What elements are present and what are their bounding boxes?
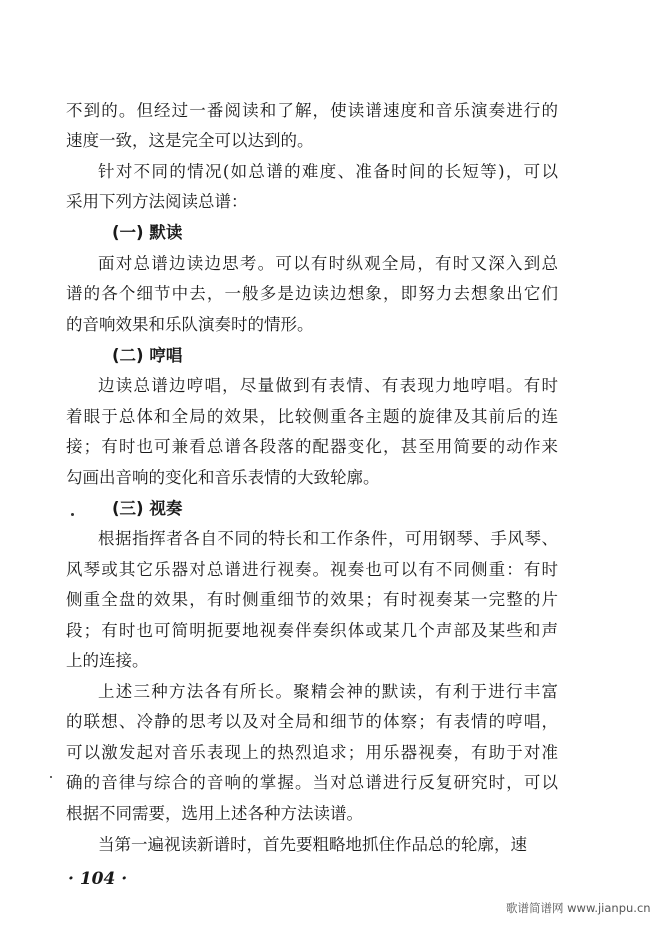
text-line: 当第一遍视读新谱时，首先要粗略地抓住作品总的轮廓，速 [98,835,527,854]
text-line: 不到的。但经过一番阅读和了解，使读谱速度和音乐演奏进行的 [66,101,558,120]
text-line: 边读总谱边哼唱，尽量做到有表情、有表现力地哼唱。有时 [98,376,558,395]
text-line: 可以激发起对音乐表现上的热烈追求；用乐器视奏，有助于对准 [66,743,558,762]
text-line: 着眼于总体和全局的效果，比较侧重各主题的旋律及其前后的连 [66,407,558,426]
page-number: · 104 · [68,869,128,889]
text-line: 风琴或其它乐器对总谱进行视奏。视奏也可以有不同侧重：有时 [66,560,558,579]
text-line: 确的音律与综合的音响的掌握。当对总谱进行反复研究时，可以 [66,773,558,792]
text-line: 段；有时也可简明扼要地视奏伴奏织体或某几个声部及某些和声 [66,621,558,640]
text-line: 采用下列方法阅读总谱： [66,192,248,211]
text-line: 的音响效果和乐队演奏时的情形。 [66,315,314,334]
text-line: 速度一致，这是完全可以达到的。 [66,131,314,150]
print-speck [71,513,74,516]
print-speck [50,776,52,778]
text-line: 的联想、冷静的思考以及对全局和细节的体察；有表情的哼唱， [66,712,558,731]
site-watermark: 歌谱简谱网 www.jianpu.cn [506,901,651,915]
text-line: 根据指挥者各自不同的特长和工作条件，可用钢琴、手风琴、 [98,529,558,548]
text-line: 谱的各个细节中去，一般多是边读边想象，即努力去想象出它们 [66,284,558,303]
text-line: 上的连接。 [66,651,149,670]
section-heading-sight-playing: (三) 视奏 [112,499,183,518]
text-line: 侧重全盘的效果，有时侧重细节的效果；有时视奏某一完整的片 [66,590,558,609]
section-heading-silent-reading: (一) 默读 [112,223,183,242]
text-line: 根据不同需要，选用上述各种方法读谱。 [66,804,363,823]
text-line: 接；有时也可兼看总谱各段落的配器变化，甚至用简要的动作来 [66,437,558,456]
text-line: 针对不同的情况(如总谱的难度、准备时间的长短等)，可以 [98,162,558,181]
text-line: 面对总谱边读边思考。可以有时纵观全局，有时又深入到总 [98,254,558,273]
text-line: 勾画出音响的变化和音乐表情的大致轮廓。 [66,468,380,487]
section-heading-humming: (二) 哼唱 [112,346,183,365]
text-line: 上述三种方法各有所长。聚精会神的默读，有利于进行丰富 [98,682,558,701]
